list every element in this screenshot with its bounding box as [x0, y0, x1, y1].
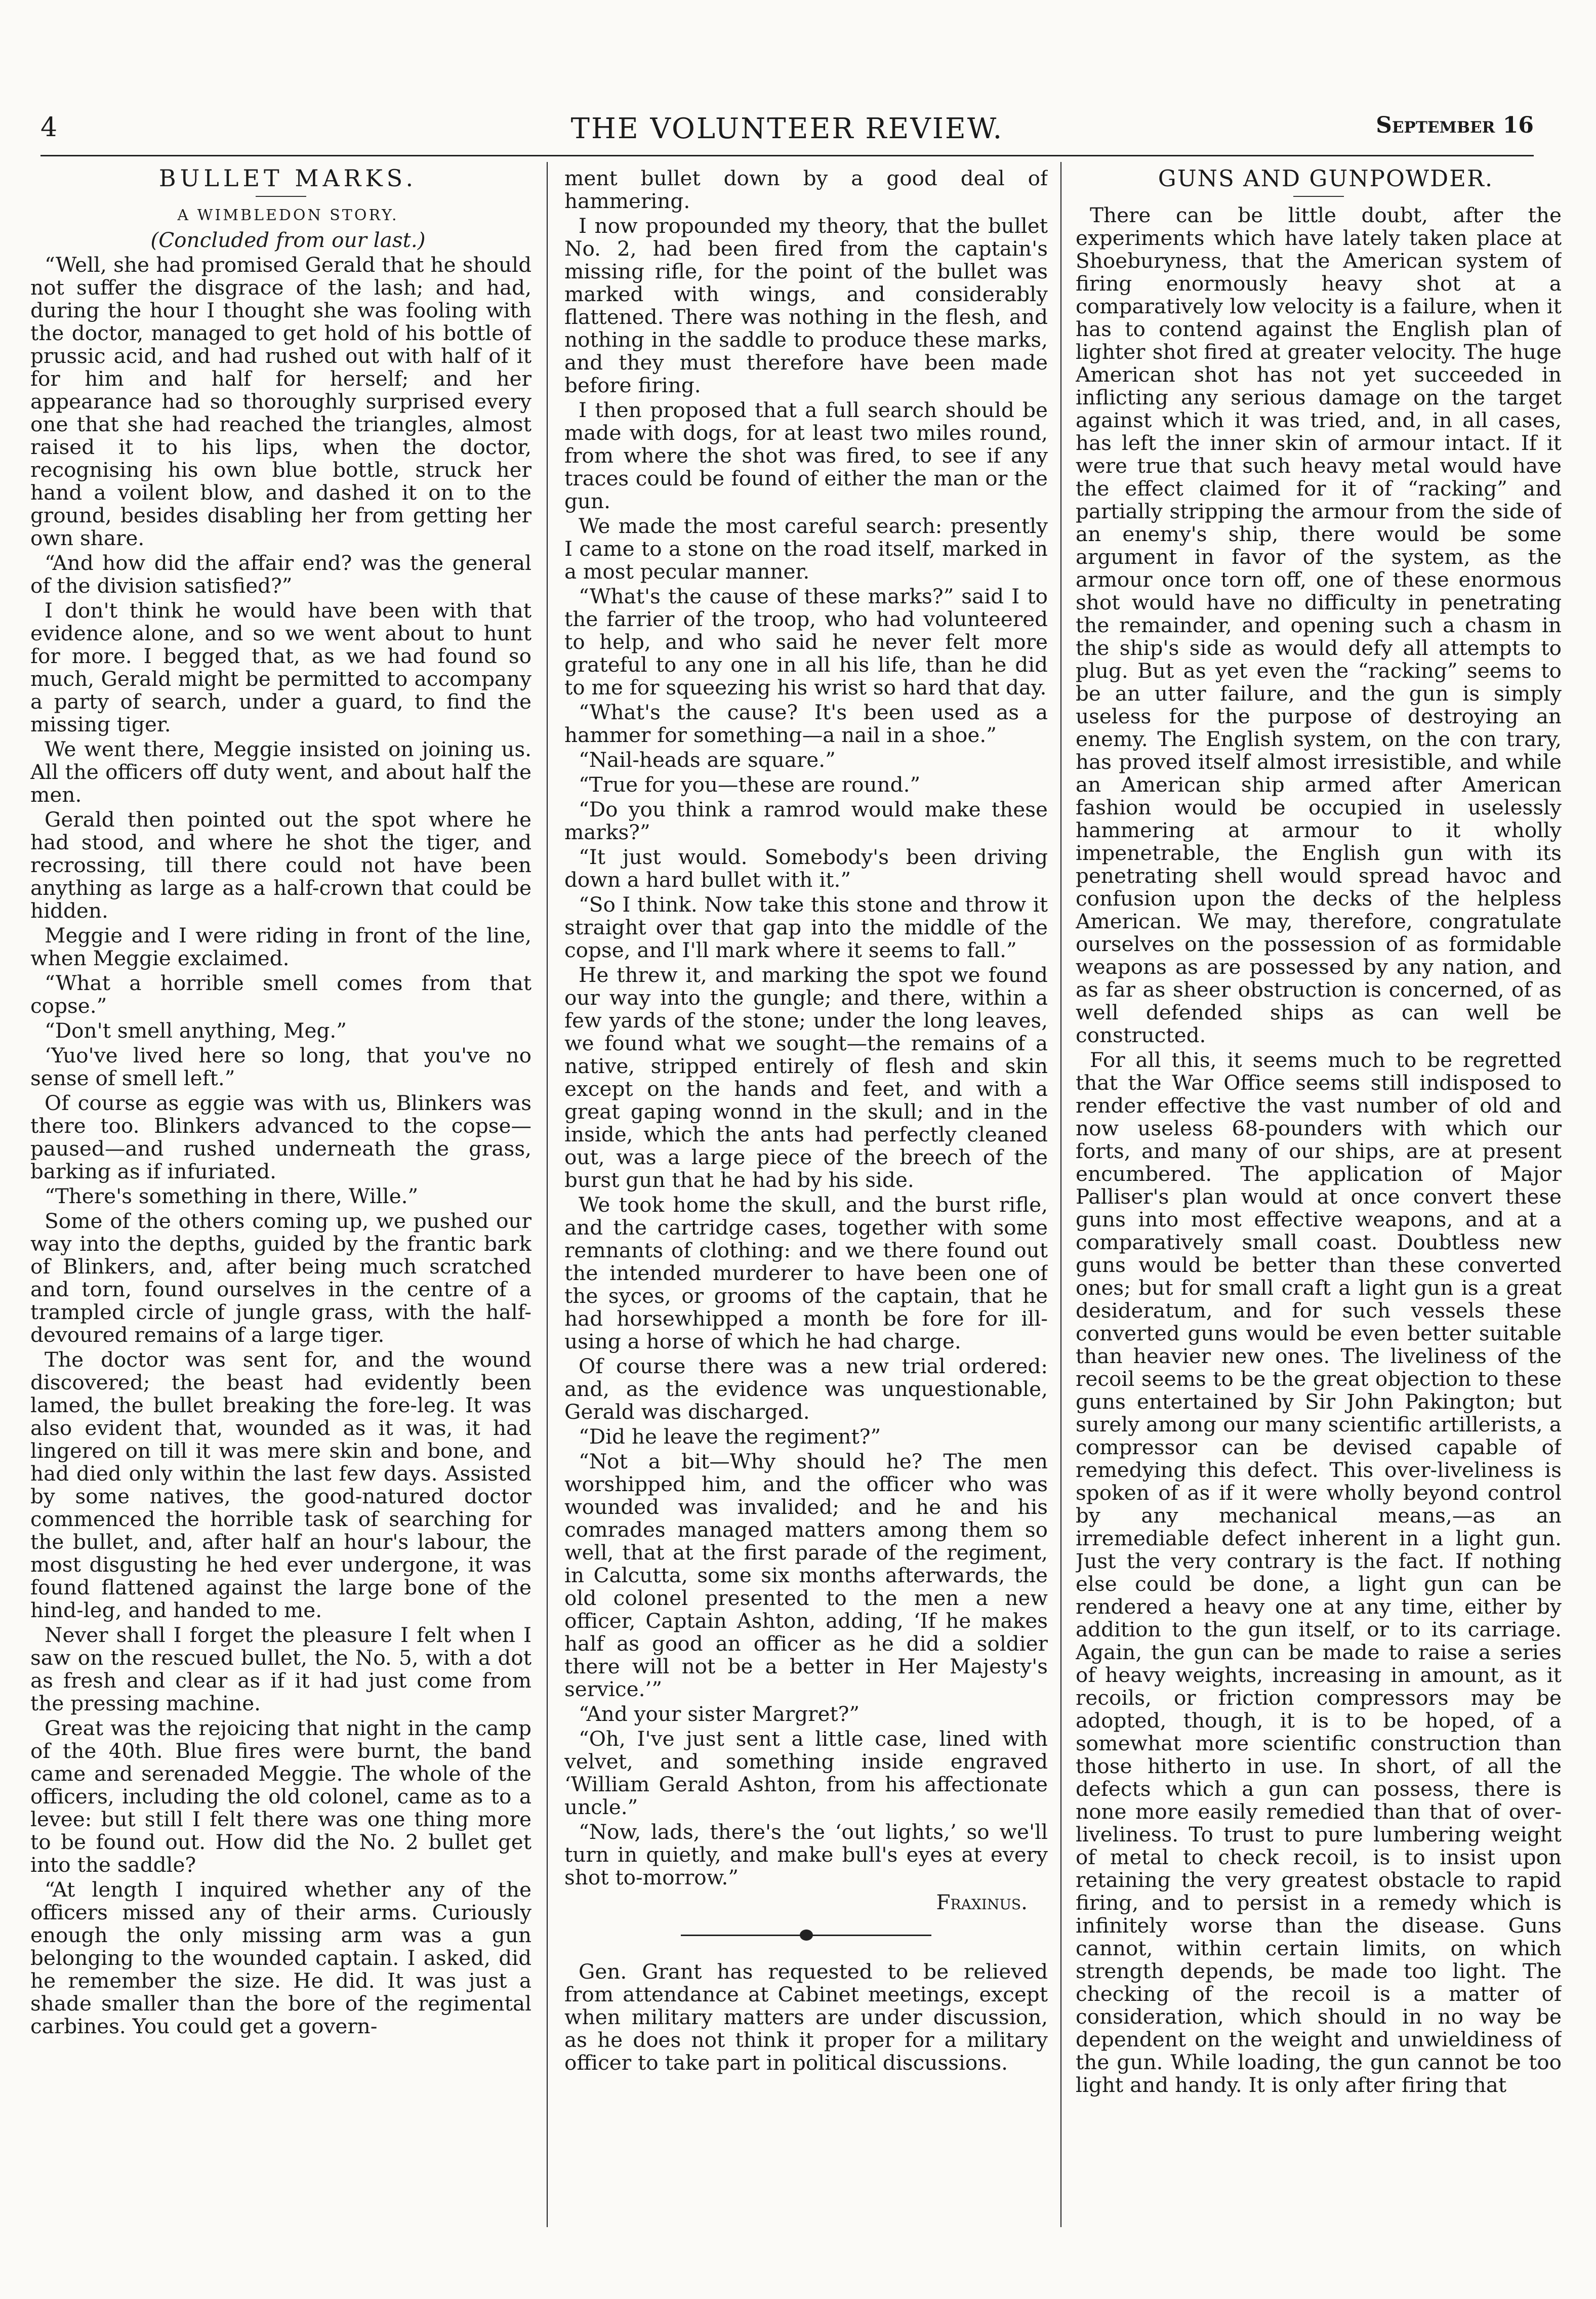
paragraph: Great was the rejoicing that night in the camp of the 40th. Blue fires were burnt, the band came and serenaded Meggie. The whole of the officers, including the old colonel, came as to a levee: but still I felt there was one thing more to be found out. How did the No. 2 bullet get into the saddle?: [30, 1716, 531, 1877]
heading-rule: [1293, 196, 1344, 197]
masthead: [40, 112, 1534, 153]
paragraph: “What's the cause of these marks?” said I to the farrier of the troop, who had volunteered to help, and who said he never felt more grateful to any one in all his life, than he did to me for squeezing his wrist so hard that day.: [564, 584, 1048, 700]
continuation-note: (Concluded from our last.): [150, 228, 426, 252]
newspaper-title: THE VOLUNTEER REVIEW.: [570, 112, 1004, 145]
paragraph: “Nail-heads are square.”: [579, 748, 836, 772]
heading-rule: [256, 196, 306, 197]
paragraph: Never shall I forget the pleasure I felt when I saw on the rescued bullet, the No. 5, with a dot as fresh and clear as if it had just come from the pressing machine.: [30, 1623, 531, 1715]
section-ornament-divider: [564, 1925, 1048, 1945]
paragraph: We went there, Meggie insisted on joining us. All the officers off duty went, and about half the men.: [30, 737, 531, 807]
article-heading: BULLET MARKS.: [158, 167, 418, 192]
paragraph: “There's something in there, Wille.”: [45, 1184, 419, 1208]
ornament-dot: [800, 1929, 813, 1941]
page-number: 4: [40, 112, 58, 143]
paragraph: I then proposed that a full search should be made with dogs, for at least two miles round, from where the shot was fired, to see if any traces could be found of either the man or the gun.: [564, 398, 1048, 513]
paragraph: For all this, it seems much to be regretted that the War Office seems still indisposed to render effective the vast number of old and now useless 68-pounders with which our forts, and many of our ships, are at present encumbered. The application of Major Palliser's plan would at once convert these guns into most effective weapons, and at a comparatively small coast. Doubtless new guns would be better than these converted ones; but for small craft a light gun is a great desideratum, and for such vessels these converted guns would be even better suitable than heavier new ones. The liveliness of the recoil seems to be the great objection to these guns entertained by Sir John Pakington; but surely among our many scientific artillerists, a compressor can be devised capable of remedying this defect. This over-liveliness is spoken of as if it were wholly beyond control by any mechanical means,—as an irremediable defect inherent in a light gun. Just the very contrary is the fact. If nothing else could be done, a light gun can be rendered a heavy one at any time, either by addition to the gun itself, or to its carriage. Again, the gun can be made to raise a series of heavy weights, increasing in amount, as it recoils, or friction compressors may be adopted, though, it is to be hoped, of a somewhat more scientific construction than those hitherto in use. In short, of all the defects which a gun can possess, there is none more easily remedied than that of over-liveliness. To trust to pure lumbering weight of metal to check recoil, is to insist upon retaining the very greatest obstacle to rapid firing, and to persist in a remedy which is infinitely worse than the disease. Guns cannot, within certain limits, on which strength depends, be made too light. The checking of the recoil is a matter of consideration, which should in no way be dependent on the weight and unwieldiness of the gun. While loading, the gun cannot be too light and handy. It is only after firing that: [1076, 1048, 1562, 2097]
author-signature: Fraxinus.: [936, 1890, 1028, 1914]
paragraph: “What a horrible smell comes from that copse.”: [30, 971, 531, 1018]
paragraph: Of course as eggie was with us, Blinkers was there too. Blinkers advanced to the copse—paused—and rushed underneath the grass, barking as if infuriated.: [30, 1091, 531, 1183]
news-item: Gen. Grant has requested to be relieved from attendance at Cabinet meetings, except when military matters are under discussion, as he does not think it proper for a military officer to take part in political discussions.: [564, 1959, 1048, 2075]
paragraph: “Don't smell anything, Meg.”: [45, 1018, 347, 1043]
column-guns-and-gunpowder: [1076, 167, 1562, 2227]
paragraph: “And your sister Margret?”: [579, 1702, 860, 1726]
paragraph: ‘Yuo've lived here so long, that you've no sense of smell left.”: [30, 1043, 531, 1090]
paragraph: “Oh, I've just sent a little case, lined with velvet, and something inside engraved ‘William Gerald Ashton, from his affectionate uncle.”: [564, 1727, 1048, 1819]
paragraph: “Did he leave the regiment?”: [579, 1424, 881, 1449]
article-heading: GUNS AND GUNPOWDER.: [1158, 167, 1494, 192]
paragraph: We made the most careful search: presently I came to a stone on the road itself, marked in a most pecular manner.: [564, 514, 1048, 584]
paragraph: “At length I inquired whether any of the officers missed any of their arms. Curiously enough the only missing arm was a gun belonging to the wounded captain. I asked, did he remember the size. He did. It was just a shade smaller than the bore of the regimental carbines. You could get a govern-: [30, 1877, 531, 2038]
paragraph: Some of the others coming up, we pushed our way into the depths, guided by the frantic bark of Blinkers, and, after being much scratched and torn, found ourselves in the centre of a trampled circle of jungle grass, with the half-devoured remains of a large tiger.: [30, 1209, 531, 1347]
paragraph: “And how did the affair end? was the general of the division satisfied?”: [30, 551, 531, 598]
paragraph: He threw it, and marking the spot we found our way into the gungle; and there, within a few yards of the stone; under the long leaves, we found what we sought—the remains of a native, stripped entirely of flesh and skin except on the hands and feet, and with a great gaping wonnd in the skull; and in the inside, which the ants had perfectly cleaned out, was a large piece of the breech of the burst gun that he had by his side.: [564, 963, 1048, 1192]
paragraph: ment bullet down by a good deal of hammering.: [564, 167, 1048, 213]
issue-date: September 16: [1376, 112, 1534, 138]
paragraph: “Well, she had promised Gerald that he should not suffer the disgrace of the lash; and had, during the hour I thought she was fooling with the doctor, managed to get hold of his bottle of prussic acid, and had rushed out with half of it for him and half for herself; and her appearance had so thoroughly surprised every one that she had reached the triangles, almost raised it to his lips, when the doctor, recognising his own blue bottle, struck her hand a voilent blow, and dashed it on to the ground, besides disabling her from getting her own share.: [30, 253, 531, 550]
column-bullet-marks: [30, 167, 531, 2227]
paragraph: “It just would. Somebody's been driving down a hard bullet with it.”: [564, 845, 1048, 892]
paragraph: I don't think he would have been with that evidence alone, and so we went about to hunt for more. I begged that, as we had found so much, Gerald might be permitted to accompany a party of search, under a guard, to find the missing tiger.: [30, 598, 531, 736]
column-divider-1: [547, 162, 548, 2227]
paragraph: There can be little doubt, after the experiments which have lately taken place at Shoeburyness, that the American system of firing enormously heavy shot at a comparatively low velocity is a failure, when it has to contend against the English plan of lighter shot fired at greater velocity. The huge American shot has not yet succeeded in inflicting any serious damage on the target against which it was tried, and, in all cases, has left the inner skin of armour intact. If it were true that such heavy metal would have the effect claimed for it of “racking” and partially stripping the armour from the side of an enemy's ship, there would be some argument in favor of the system, as the armour once torn off, one of these enormous shot would have no difficulty in penetrating the remainder, and opening such a chasm in the ship's side as would defy all attempts to plug. But as yet even the “racking” seems to be an utter failure, and the gun is simply useless for the purpose of destroying an enemy. The English system, on the con trary, has proved itself almost irresistible, and while an American ship armed after American fashion would be occupied in uselessly hammering at armour to it wholly impenetrable, the English gun with its penetrating shell would spread havoc and confusion upon the decks of the helpless American. We may, therefore, congratulate ourselves on the possession of as formidable weapons as are possessed by any nation, and as far as sheer obstruction is concerned, of as well defended ships as can well be constructed.: [1076, 203, 1562, 1047]
paragraph: “True for you—these are round.”: [579, 772, 921, 797]
paragraph: The doctor was sent for, and the wound discovered; the beast had evidently been lamed, the bullet breaking the fore-leg. It was also evident that, wounded as it was, it had lingered on till it was mere skin and bone, and had died only within the last few days. Assisted by some natives, the good-natured doctor commenced the horrible task of searching for the bullet, and, after half an hour's labour, the most disgusting he hed ever undergone, it was found flattened against the large bone of the hind-leg, and handed to me.: [30, 1347, 531, 1622]
paragraph: “Now, lads, there's the ‘out lights,’ so we'll turn in quietly, and make bull's eyes at every shot to-morrow.”: [564, 1820, 1048, 1890]
paragraph: Of course there was a new trial ordered: and, as the evidence was unquestionable, Gerald was discharged.: [564, 1354, 1048, 1424]
paragraph: Gerald then pointed out the spot where he had stood, and where he shot the tiger, and recrossing, till there could not have been anything as large as a half-crown that could be hidden.: [30, 807, 531, 923]
column-divider-2: [1060, 162, 1061, 2227]
header-rule: [40, 155, 1534, 156]
paragraph: I now propounded my theory, that the bullet No. 2, had been fired from the captain's missing rifle, for the point of the bullet was marked with wings, and considerably flattened. There was nothing in the flesh, and nothing in the saddle to produce these marks, and they must therefore have been made before firing.: [564, 214, 1048, 397]
article-subheading: A WIMBLEDON STORY.: [177, 207, 399, 224]
paragraph: “Do you think a ramrod would make these marks?”: [564, 797, 1048, 844]
paragraph: “So I think. Now take this stone and throw it straight over that gap into the middle of the copse, and I'll mark where it seems to fall.”: [564, 892, 1048, 962]
paragraph: “What's the cause? It's been used as a hammer for something—a nail in a shoe.”: [564, 700, 1048, 747]
paragraph: Meggie and I were riding in front of the line, when Meggie exclaimed.: [30, 923, 531, 970]
column-bullet-marks-continued: [564, 167, 1048, 2227]
paragraph: “Not a bit—Why should he? The men worshipped him, and the officer who was wounded was invalided; and he and his comrades managed matters among them so well, that at the first parade of the regiment, in Calcutta, some six months afterwards, the old colonel presented to the men a new officer, Captain Ashton, adding, ‘If he makes half as good an officer as he did a soldier there will not be a better in Her Majesty's service.’”: [564, 1449, 1048, 1701]
paragraph: We took home the skull, and the burst rifle, and the cartridge cases, together with some remnants of clothing: and we there found out the intended murderer to have been one of the syces, or grooms of the captain, that he had horsewhipped a month be fore for ill-using a horse of which he had charge.: [564, 1193, 1048, 1353]
